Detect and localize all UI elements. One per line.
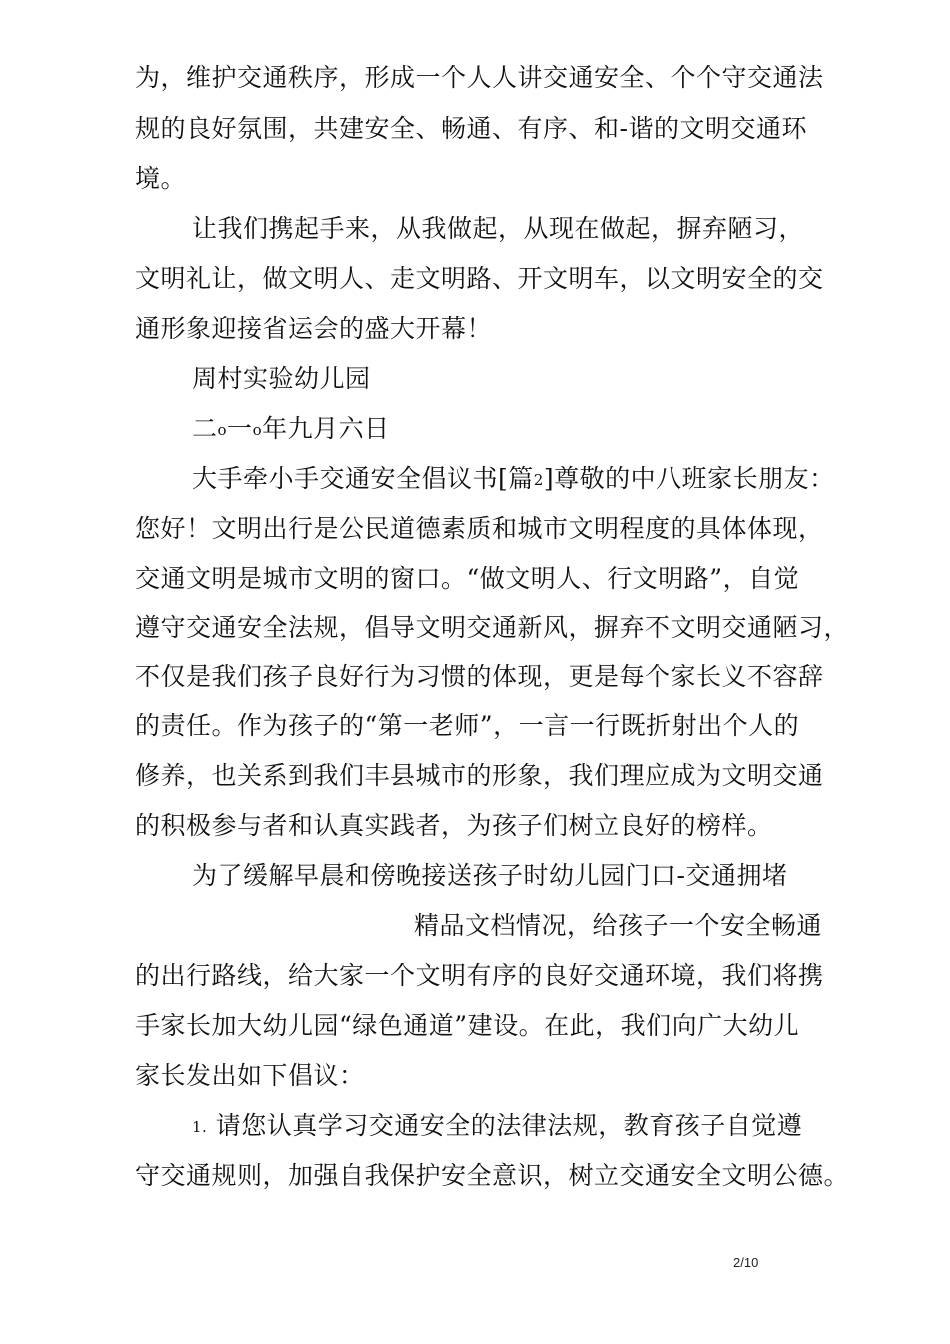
title-part: ]尊敬的中八班家长朋友： <box>543 464 835 493</box>
section-title <box>192 464 835 495</box>
text-line: 的出行路线，给大家一个文明有序的良好交通环境，我们将携 <box>135 961 824 990</box>
text-line: 通形象迎接省运会的盛大开幕！ <box>135 314 493 343</box>
title-part: 2 <box>533 471 544 489</box>
date-part: o <box>252 421 263 439</box>
text-line: 文明礼让，做文明人、走文明路、开文明车，以文明安全的交 <box>135 264 824 293</box>
text-line: 让我们携起手来，从我做起，从现在做起，摒弃陋习， <box>192 214 805 243</box>
text-line: 您好！文明出行是公民道德素质和城市文明程度的具体体现， <box>135 514 824 543</box>
date-part: o <box>217 421 228 439</box>
text-line: 规的良好氛围，共建安全、畅通、有序、和-谐的文明交通环 <box>135 114 807 143</box>
date-part: 二 <box>192 414 218 443</box>
signature-org: 周村实验幼儿园 <box>192 364 371 393</box>
text-line: 为了缓解早晨和傍晚接送孩子时幼儿园门口-交通拥堵 <box>192 861 788 890</box>
page-number: 2/10 <box>733 1255 759 1270</box>
text-line: 交通文明是城市文明的窗口。“做文明人、行文明路”，自觉 <box>135 564 800 593</box>
text-line: 境。 <box>135 164 187 193</box>
signature-date <box>192 414 390 445</box>
text-line: 不仅是我们孩子良好行为习惯的体现，更是每个家长义不容辞 <box>135 662 824 691</box>
list-item <box>192 1111 802 1142</box>
text-line: 精品文档情况，给孩子一个安全畅通 <box>414 911 823 940</box>
date-part: 年九月六日 <box>262 414 390 443</box>
text-line: 家长发出如下倡议： <box>135 1061 365 1090</box>
date-part: 一 <box>227 414 253 443</box>
text-line: 遵守交通安全法规，倡导文明交通新风，摒弃不文明交通陋习， <box>135 613 850 642</box>
text-line: 为，维护交通秩序，形成一个人人讲交通安全、个个守交通法 <box>135 63 824 92</box>
text-line: 守交通规则，加强自我保护安全意识，树立交通安全文明公德。 <box>135 1161 850 1190</box>
text-line: 手家长加大幼儿园“绿色通道”建设。在此，我们向广大幼儿 <box>135 1011 800 1040</box>
text-line: 的积极参与者和认真实践者，为孩子们树立良好的榜样。 <box>135 811 773 840</box>
list-item-number: 1. <box>192 1118 208 1136</box>
list-item-text: 请您认真学习交通安全的法律法规，教育孩子自觉遵 <box>207 1111 803 1140</box>
text-line: 的责任。作为孩子的“第一老师”，一言一行既折射出个人的 <box>135 711 800 740</box>
title-part: 大手牵小手交通安全倡议书[篇 <box>192 464 534 493</box>
text-line: 修养，也关系到我们丰县城市的形象，我们理应成为文明交通 <box>135 761 824 790</box>
